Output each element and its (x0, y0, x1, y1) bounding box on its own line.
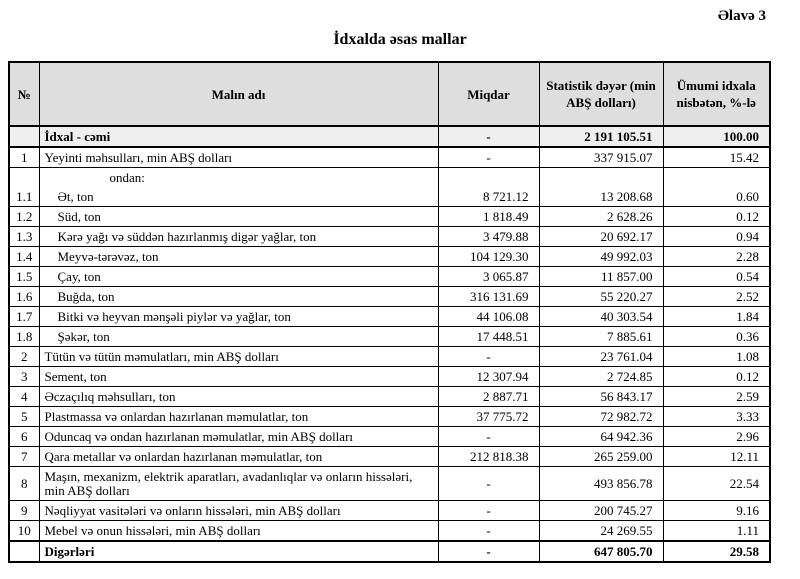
cell-pct: 9.16 (663, 501, 770, 521)
cell-no (9, 126, 39, 147)
cell-qty: 12 307.94 (438, 367, 539, 387)
cell-qty: - (438, 521, 539, 542)
cell-name (39, 367, 438, 387)
table-row (9, 307, 770, 327)
cell-qty: - (438, 147, 539, 168)
cell-name (39, 541, 438, 562)
cell-value: 200 745.27 (539, 501, 663, 521)
cell-value: 40 303.54 (539, 307, 663, 327)
cell-name (39, 521, 438, 542)
table-row (9, 387, 770, 407)
item-name: Digərləri (44, 543, 95, 559)
table-row (9, 247, 770, 267)
cell-no: 1.2 (9, 207, 39, 227)
cell-name (39, 427, 438, 447)
cell-pct: 12.11 (663, 447, 770, 467)
page (0, 8, 800, 579)
cell-no: 5 (9, 407, 39, 427)
cell-no: 1.6 (9, 287, 39, 307)
item-name: Tütün və tütün məmulatları, min ABŞ dolları (44, 348, 279, 364)
cell-name (39, 287, 438, 307)
column-header-name: Malın adı (39, 62, 438, 126)
table-row (9, 126, 770, 147)
cell-value: 64 942.36 (539, 427, 663, 447)
table-row (9, 267, 770, 287)
item-name: Sement, ton (44, 368, 107, 384)
item-name: Şəkər, ton (57, 328, 110, 344)
item-name: Bitki və heyvan mənşəli piylər və yağlar, ton (57, 308, 291, 324)
cell-no (9, 541, 39, 562)
cell-no: 3 (9, 367, 39, 387)
table-row (9, 541, 770, 562)
item-name: İdxal - cəmi (44, 128, 111, 144)
cell-qty: - (438, 541, 539, 562)
cell-qty: - (438, 347, 539, 367)
cell-no: 1.7 (9, 307, 39, 327)
cell-pct: 0.54 (663, 267, 770, 287)
table-row (9, 327, 770, 347)
item-name: Kərə yağı və süddən hazırlanmış digər yağlar, ton (57, 228, 317, 244)
cell-value: 337 915.07 (539, 147, 663, 168)
cell-name (39, 407, 438, 427)
cell-pct: 2.28 (663, 247, 770, 267)
cell-qty: 2 887.71 (438, 387, 539, 407)
cell-name (39, 467, 438, 501)
table-row (9, 521, 770, 542)
cell-qty: - (438, 126, 539, 147)
header-row (9, 62, 770, 126)
item-name: Oduncaq və ondan hazırlanan məmulatlar, min ABŞ dolları (44, 428, 354, 444)
cell-qty: 3 479.88 (438, 227, 539, 247)
table-row (9, 427, 770, 447)
cell-no: 6 (9, 427, 39, 447)
cell-qty: 1 818.49 (438, 207, 539, 227)
cell-qty: 8 721.12 (438, 168, 539, 207)
cell-qty: - (438, 467, 539, 501)
item-name: Plastmassa və onlardan hazırlanan məmulatlar, ton (44, 408, 309, 424)
cell-value: 72 982.72 (539, 407, 663, 427)
cell-pct: 3.33 (663, 407, 770, 427)
cell-pct: 0.60 (663, 168, 770, 207)
item-name: Meyvə-tərəvəz, ton (57, 248, 159, 264)
item-name: Yeyinti məhsulları, min ABŞ dolları (44, 149, 233, 165)
cell-value: 56 843.17 (539, 387, 663, 407)
table-row (9, 447, 770, 467)
cell-no: 8 (9, 467, 39, 501)
table-row (9, 467, 770, 501)
item-name: Nəqliyyat vasitələri və onların hissələri, min ABŞ dolları (44, 502, 341, 518)
cell-value: 20 692.17 (539, 227, 663, 247)
cell-value: 11 857.00 (539, 267, 663, 287)
item-name: Maşın, mexanizm, elektrik aparatları, avadanlıqlar və onların hissələri, min ABŞ dolları (44, 468, 413, 498)
cell-pct: 100.00 (663, 126, 770, 147)
cell-qty: 37 775.72 (438, 407, 539, 427)
column-header-no: № (9, 62, 39, 126)
item-name: Qara metallar və onlardan hazırlanan məmulatlar, ton (44, 448, 323, 464)
cell-value: 265 259.00 (539, 447, 663, 467)
cell-value: 55 220.27 (539, 287, 663, 307)
table-row (9, 501, 770, 521)
cell-pct: 0.36 (663, 327, 770, 347)
table-row (9, 168, 770, 207)
cell-value: 2 628.26 (539, 207, 663, 227)
page-title: İdxalda əsas mallar (333, 31, 467, 48)
table-header (9, 62, 770, 126)
cell-qty: - (438, 427, 539, 447)
cell-no: 7 (9, 447, 39, 467)
item-name: Buğda, ton (57, 288, 115, 304)
cell-no: 10 (9, 521, 39, 542)
cell-qty: 3 065.87 (438, 267, 539, 287)
cell-pct: 22.54 (663, 467, 770, 501)
cell-pct: 29.58 (663, 541, 770, 562)
cell-value: 24 269.55 (539, 521, 663, 542)
cell-name (39, 207, 438, 227)
cell-name (39, 126, 438, 147)
cell-no: 1.3 (9, 227, 39, 247)
item-name: Ət, ton (57, 188, 94, 204)
cell-name (39, 267, 438, 287)
cell-pct: 0.12 (663, 207, 770, 227)
column-header-value: Statistik dəyər (min ABŞ dolları) (539, 62, 663, 126)
table-row (9, 207, 770, 227)
cell-qty: 212 818.38 (438, 447, 539, 467)
cell-name (39, 227, 438, 247)
cell-no: 9 (9, 501, 39, 521)
cell-pct: 2.59 (663, 387, 770, 407)
item-name: Süd, ton (57, 208, 101, 224)
cell-no: 1.5 (9, 267, 39, 287)
cell-value: 647 805.70 (539, 541, 663, 562)
column-header-pct: Ümumi idxala nisbətən, %-lə (663, 62, 770, 126)
cell-pct: 1.11 (663, 521, 770, 542)
annex-label: Əlavə 3 (717, 8, 766, 24)
cell-value: 2 191 105.51 (539, 126, 663, 147)
cell-no: 2 (9, 347, 39, 367)
table-row (9, 367, 770, 387)
cell-name (39, 347, 438, 367)
cell-qty: 44 106.08 (438, 307, 539, 327)
cell-pct: 0.94 (663, 227, 770, 247)
table-row (9, 407, 770, 427)
table-row (9, 147, 770, 168)
cell-qty: 316 131.69 (438, 287, 539, 307)
cell-value: 49 992.03 (539, 247, 663, 267)
cell-no: 1.8 (9, 327, 39, 347)
cell-no: 1.1 (9, 168, 39, 207)
cell-pct: 1.84 (663, 307, 770, 327)
table-body (9, 126, 770, 562)
cell-no: 4 (9, 387, 39, 407)
cell-pct: 0.12 (663, 367, 770, 387)
cell-value: 2 724.85 (539, 367, 663, 387)
cell-pct: 1.08 (663, 347, 770, 367)
cell-value: 13 208.68 (539, 168, 663, 207)
cell-pct: 2.52 (663, 287, 770, 307)
cell-value: 493 856.78 (539, 467, 663, 501)
imports-table (8, 61, 771, 563)
table-row (9, 347, 770, 367)
cell-name (39, 307, 438, 327)
column-header-qty: Miqdar (438, 62, 539, 126)
cell-name (39, 327, 438, 347)
table-row (9, 287, 770, 307)
cell-name (39, 387, 438, 407)
cell-name (39, 447, 438, 467)
cell-qty: 17 448.51 (438, 327, 539, 347)
item-name: Çay, ton (57, 268, 101, 284)
item-name: Əczaçılıq məhsulları, ton (44, 388, 176, 404)
cell-name (39, 501, 438, 521)
cell-value: 23 761.04 (539, 347, 663, 367)
cell-pct: 15.42 (663, 147, 770, 168)
cell-name (39, 168, 438, 207)
item-name: Mebel və onun hissələri, min ABŞ dolları (44, 522, 261, 538)
cell-qty: 104 129.30 (438, 247, 539, 267)
cell-no: 1.4 (9, 247, 39, 267)
table-row (9, 227, 770, 247)
cell-no: 1 (9, 147, 39, 168)
cell-value: 7 885.61 (539, 327, 663, 347)
cell-name (39, 147, 438, 168)
group-label: ondan: (109, 169, 145, 185)
cell-pct: 2.96 (663, 427, 770, 447)
cell-name (39, 247, 438, 267)
cell-qty: - (438, 501, 539, 521)
